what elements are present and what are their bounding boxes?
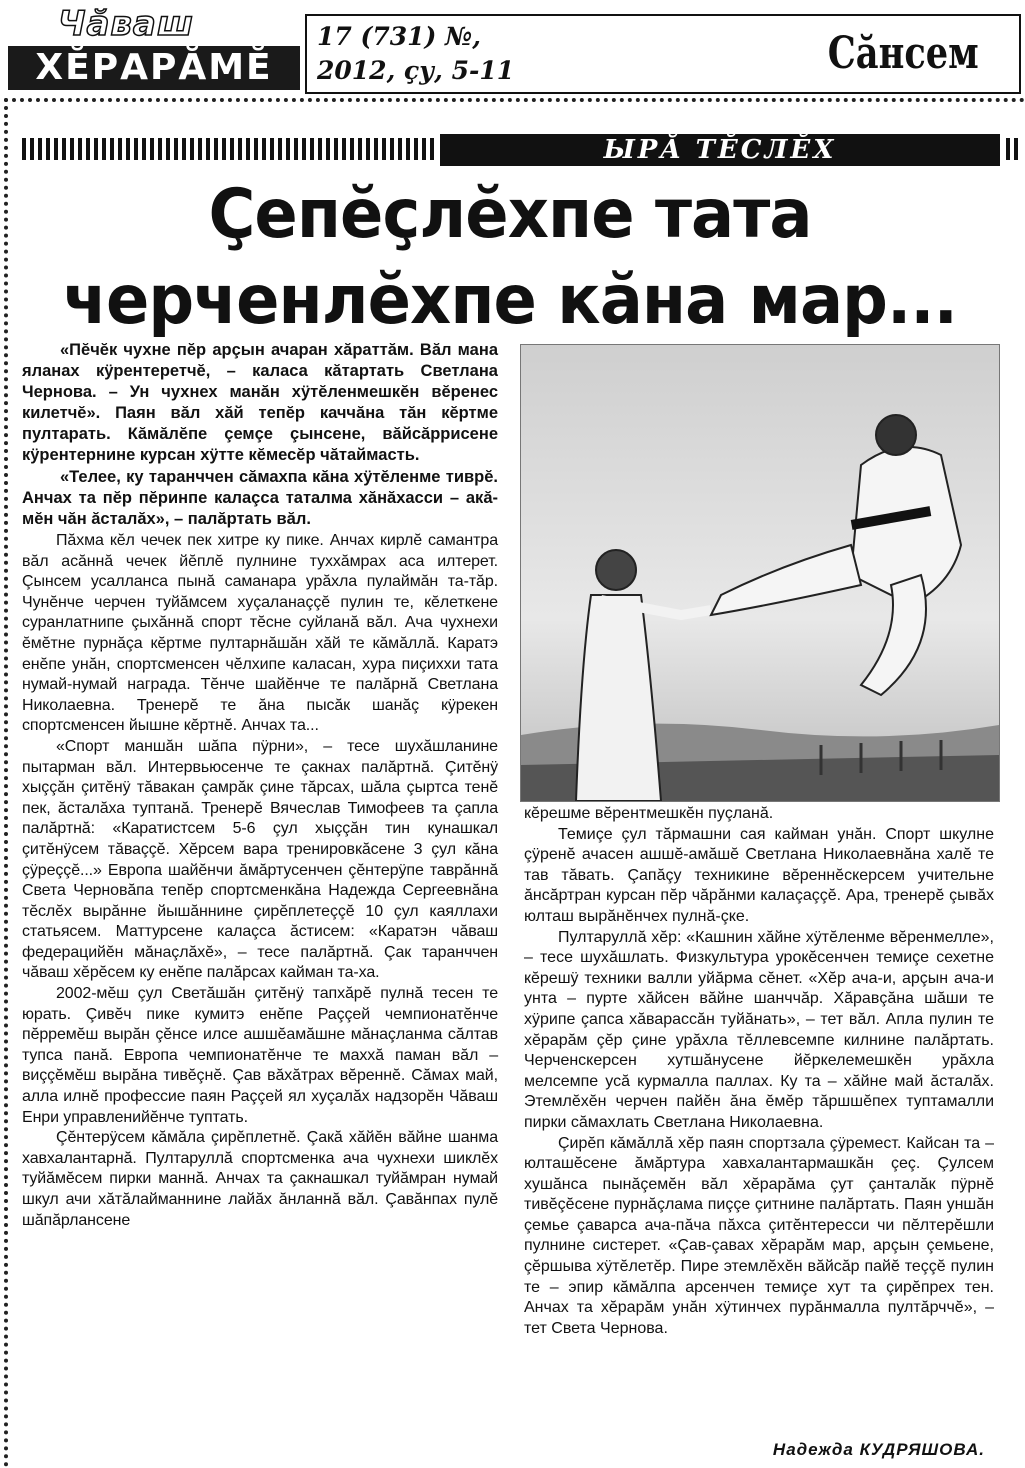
author-signature: Надежда КУДРЯШОВА. bbox=[772, 1440, 985, 1459]
issue-info bbox=[317, 20, 577, 88]
rubric-stripes bbox=[22, 138, 438, 160]
issue-number: 17 (731) №, bbox=[317, 22, 481, 51]
headline-line-2: черченлĕхпе кăна мар... bbox=[63, 261, 957, 340]
logo-bottom-text: ХĔРАРĂМĔ bbox=[8, 46, 300, 90]
masthead-logo bbox=[8, 4, 300, 92]
body-paragraph: Темиçе çул тăрмашни сая кайман унăн. Спорт шкулне çÿренĕ ачасен ашшĕ-амăшĕ Светлана Николаевнăна халĕ те тав тăвать. Çапăçу техникине вĕреннĕскерсем учительне ăнсăртран курсан пĕр чăрăнми калаçаççĕ. Ара, тренерĕ çывăх юлташ вырăнĕнчех пулнă-çке. bbox=[524, 825, 994, 925]
rubric-bar bbox=[22, 134, 1022, 166]
rubric-label: ЫРĂ ТĔСЛĔХ bbox=[440, 134, 1000, 166]
issue-header bbox=[305, 14, 1021, 94]
lead-paragraph: «Пĕчĕк чухне пĕр арçын ачаран хăраттăм. Вăл мана яланах кÿрентеретчĕ, – каласа кăтартать Светлана Чернова. – Ун чухнех манăн хÿтĕленмешкĕн вĕренес килетчĕ». Паян вăл хăй тепĕр каччăна тăн кĕртме пултарать. Кăмăлĕпе çемçе çынсене, вăйсăррисене кÿрентернине курсан хÿтте кĕмесĕр чăтаймасть. bbox=[22, 341, 498, 464]
article-headline bbox=[30, 172, 990, 344]
headline-line-1: Çепĕçлĕхпе тата bbox=[208, 175, 812, 254]
body-paragraph: кĕрешме вĕрентмешкĕн пуçланă. bbox=[524, 805, 774, 822]
body-paragraph: 2002-мĕш çул Светăшăн çитĕнÿ тапхăрĕ пулнă тесен те юрать. Çивĕч пике кумитэ енĕпе Раççей чемпионатĕнче пĕрремĕш вырăн çĕнсе илсе ашшĕамăшне мăнаçланма сăлтав тупса панă. Европа чемпионатĕнче те маххă паман вăл – виççĕмĕш вырăна тивĕçнĕ. Çав вăхăтрах вĕреннĕ. Сăмах май, алла илнĕ профессие паян Раççей ял хуçалăх надзорĕн Чăваш Енри управленийĕнче туптать. bbox=[22, 985, 498, 1126]
body-paragraph: Çирĕп кăмăллă хĕр паян спортзала çÿремест. Кайсан та – юлташĕсене ăмăртура хавхалантармашкăн çеç. Çулсем хушăнса пынăçемĕн вăл хĕрарăма çут çанталăк пÿрнĕ тивĕçĕсене пурнăçлама пиççе çитнине палăртать. Паян уншăн çемье çаварса ача-пăча пăхса çитĕнтересси чи пĕлтерĕшли пулнине систерет. «Çав-çавах хĕрарăм мар, арçын çемьене, çĕршыва хÿтĕлетĕр. Пире этемлĕхĕн вăйсăр пайĕ теççĕ пулин те – эпир кăмăлпа арсенчен темиçе хут та çирĕпрех тен. Анчах та хĕрарăм унăн хÿтинчех пурăнмалла пултăрччĕ», – тет Света Чернова. bbox=[524, 1134, 994, 1337]
issue-date: 2012, çу, 5-11 bbox=[317, 56, 515, 85]
body-paragraph: Çĕнтерÿсем кăмăла çирĕплетнĕ. Çакă хăйĕн вăйне шанма хавхалантарнă. Пултаруллă спортсменка ача чухнехи шиклĕх туйăмĕсем пирки маннă. Анчах та çакнашкал туйăмран нумай шкул ачи хăтăлайманнине лайăх ăнланнă вăл. Çавăнпах пулĕ шăпăрлансене bbox=[22, 1129, 498, 1229]
article-column-right bbox=[524, 804, 994, 1339]
body-paragraph: «Спорт маншăн шăпа пÿрни», – тесе шухăшланине пытарман вăл. Интервьюсенче те çакнах палăртнă. Çитĕнÿ хыççăн çитĕнÿ тăвакан çамрăк çине тăрсах, шăла çыртса тенĕ пек, ăсталăха туптанă. Тренерĕ Вячеслав Тимофеев та çапла палăртнă: «Каратистсем 5-6 çул хыççăн тин кунашкал çитĕнÿсем тăваççĕ. Хĕрсем вара тренировкăсене 3 çул кăна çÿреççĕ...» Европа шайĕнчи ăмăртусенчен çĕнтерÿпе таврăннă Света Черновăпа тепĕр спортсменкăна Надежда Сергеевнăна тĕслĕх вырăнне йышăннине çирĕплетеççĕ 10 çул каяллахи статьясем. Маттурсене калаçса ăстисем: «Каратэн чăваш федерацийĕн мăнаçлăхĕ», – тесе палăртнă. Çак таранччен чăваш хĕрĕсем ку енĕпе палăрсах кайман та-ха. bbox=[22, 737, 498, 982]
lead-paragraph: «Телее, ку таранччен сăмахпа кăна хÿтĕленме тиврĕ. Анчах та пĕр пĕринпе калаçса таталма хăнăхасси – акă-мĕн чăн ăсталăх», – палăртать вăл. bbox=[22, 468, 498, 528]
article-column-left bbox=[22, 340, 498, 1231]
section-title: Сăнсем bbox=[828, 28, 979, 79]
logo-top-text: Чăваш bbox=[58, 4, 194, 44]
body-paragraph: Пултаруллă хĕр: «Кашнин хăйне хÿтĕленме вĕренмелле», – тесе шухăшлать. Физкультура урокĕсенчен темиçе сехетне кĕрешÿ техники валли уйăрма сĕнет. «Хĕр ача-и, арçын ача-и унта – пурте хăйсен вăйне шанччăр. Хăравçăна шăши те хÿрипе çапса хăварассăн туйăнать», – тет вăл. Апла пулин те хĕрарăм çĕр çине урăхла тĕллевсемпе килнине палăртать. Черченскерсен хутшăнусене йĕркелемешкĕн урăхла мелсемпе усă курмалла паллах. Ку та – хăйне май ăсталăх. Этемлĕхĕн черчен пайĕн ăна ĕмĕр тăршшĕпех туптамалли пирки сăмахлать Светлана Николаевна. bbox=[524, 928, 994, 1131]
rubric-end-stripes bbox=[1006, 138, 1022, 160]
karate-photo bbox=[520, 344, 1000, 802]
body-paragraph: Пăхма кĕл чечек пек хитре ку пике. Анчах кирлĕ самантра вăл асăннă чечек йĕплĕ пулнине туххăмрах аса илтерет. Çынсем усалланса пынă саманара урăхла пулаймăн та-тăр. Чунĕнче черчен туйăмсем хуçаланаççĕ пулин те, кĕлеткене суранлатнипе çыхăннă спорт тĕсне суйланă вăл. Ача чухнехи ĕмĕтне пурнăçа кĕртме пултарнăшăн хăй те кăмăллă. Каратэ енĕпе унăн, спортсменсен чĕлхипе каласан, хура пиçиххи тата нумай-нумай награда. Тĕнче шайĕнче те палăрнă Светлана Николаевна. Тренерĕ те ăна пысăк шанăç кÿрекен спортсменсен йышне кĕртнĕ. Анчах та... bbox=[22, 532, 498, 735]
karate-photo-illustration bbox=[521, 345, 999, 801]
